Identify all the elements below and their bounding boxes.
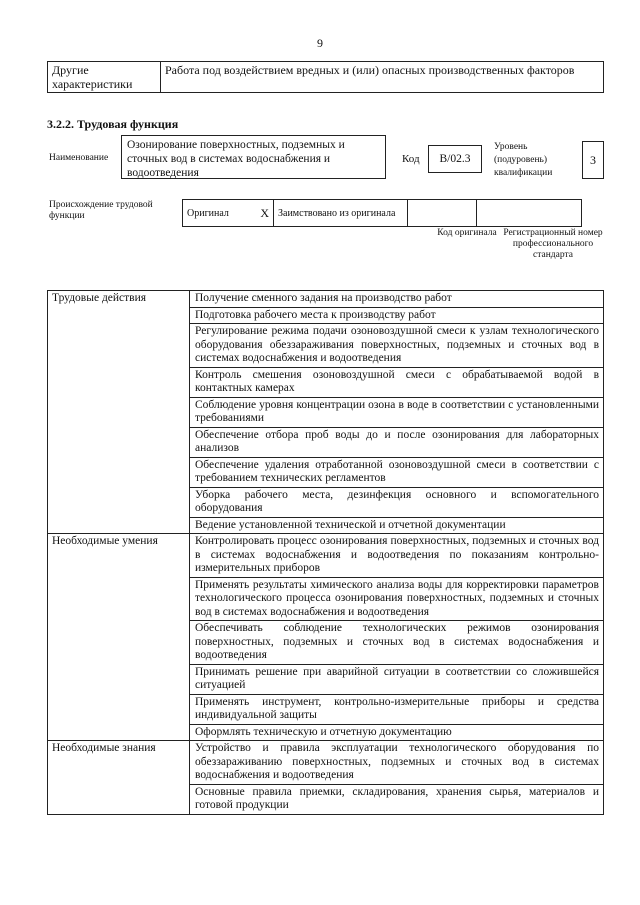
origin-original-cell: Оригинал bbox=[183, 200, 256, 227]
name-label: Наименование bbox=[49, 153, 109, 163]
table-row bbox=[48, 291, 604, 308]
other-characteristics-table bbox=[47, 61, 604, 93]
section-item: Устройство и правила эксплуатации технологического оборудования по обеззараживанию поверхностных, подземных и сточных вод в системах водоснабжения и водоотведения bbox=[190, 741, 604, 785]
table-row bbox=[48, 62, 604, 93]
section-item: Обеспечивать соблюдение технологических режимов озонирования поверхностных, подземных и сточных вод в системах водоснабжения и водоотведения bbox=[190, 621, 604, 665]
table-row bbox=[48, 534, 604, 578]
labor-function-body bbox=[48, 291, 604, 815]
qualification-level-label: Уровень (подуровень) квалификации bbox=[494, 142, 553, 178]
section-item: Уборка рабочего места, дезинфекция основного и вспомогательного оборудования bbox=[190, 487, 604, 517]
origin-mark-cell: X bbox=[255, 200, 274, 227]
section-item: Принимать решение при аварийной ситуации в соответствии со сложившейся ситуацией bbox=[190, 664, 604, 694]
code-box: B/02.3 bbox=[428, 145, 482, 173]
section-item: Регулирование режима подачи озоновоздушной смеси к узлам технологического оборудования обеззараживания поверхностных, подземных и сточных вод в системах водоснабжения и водоотведения bbox=[190, 324, 604, 368]
code-label: Код bbox=[402, 153, 420, 165]
origin-borrowed-cell: Заимствовано из оригинала bbox=[274, 200, 408, 227]
section-item: Ведение установленной технической и отчетной документации bbox=[190, 517, 604, 534]
page-number: 9 bbox=[317, 36, 323, 50]
qualification-level-box: 3 bbox=[582, 141, 604, 179]
code-original-cell bbox=[408, 200, 477, 227]
section-item: Получение сменного задания на производство работ bbox=[190, 291, 604, 308]
section-title: Трудовые действия bbox=[48, 291, 190, 534]
section-item: Соблюдение уровня концентрации озона в воде в соответствии с установленными требованиями bbox=[190, 397, 604, 427]
section-item: Оформлять техническую и отчетную документацию bbox=[190, 724, 604, 741]
code-original-label: Код оригинала bbox=[437, 228, 497, 238]
section-item: Применять результаты химического анализа воды для корректировки параметров технологического процесса озонирования поверхностных, подземных и сточных вод в системах водоснабжения и водоотведения bbox=[190, 577, 604, 621]
section-item: Контролировать процесс озонирования поверхностных, подземных и сточных вод в системах водоснабжения и водоотведения по показаниям контрольно-измерительных приборов bbox=[190, 534, 604, 578]
other-characteristics-value: Работа под воздействием вредных и (или) опасных производственных факторов bbox=[161, 62, 604, 93]
section-heading: 3.2.2. Трудовая функция bbox=[47, 117, 179, 131]
section-item: Применять инструмент, контрольно-измерительные приборы и средства индивидуальной защиты bbox=[190, 694, 604, 724]
origin-label: Происхождение трудовой функции bbox=[49, 200, 153, 221]
other-characteristics-label: Другие характеристики bbox=[48, 62, 161, 93]
section-item: Обеспечение отбора проб воды до и после озонирования для лабораторных анализов bbox=[190, 427, 604, 457]
section-item: Подготовка рабочего места к производству работ bbox=[190, 307, 604, 324]
section-item: Обеспечение удаления отработанной озоновоздушной смеси в соответствии с требованием технических регламентов bbox=[190, 457, 604, 487]
section-title: Необходимые умения bbox=[48, 534, 190, 741]
reg-number-label: Регистрационный номер профессионального стандарта bbox=[503, 228, 603, 260]
section-item: Основные правила приемки, складирования, хранения сырья, материалов и готовой продукции bbox=[190, 784, 604, 814]
labor-function-table bbox=[47, 290, 604, 815]
table-row bbox=[48, 741, 604, 785]
function-name-box: Озонирование поверхностных, подземных и сточных вод в системах водоснабжения и водоотведения bbox=[121, 135, 386, 179]
table-row bbox=[183, 200, 582, 227]
origin-table bbox=[182, 199, 582, 227]
section-title: Необходимые знания bbox=[48, 741, 190, 815]
section-item: Контроль смешения озоновоздушной смеси с обрабатываемой водой в контактных камерах bbox=[190, 367, 604, 397]
reg-number-cell bbox=[477, 200, 582, 227]
